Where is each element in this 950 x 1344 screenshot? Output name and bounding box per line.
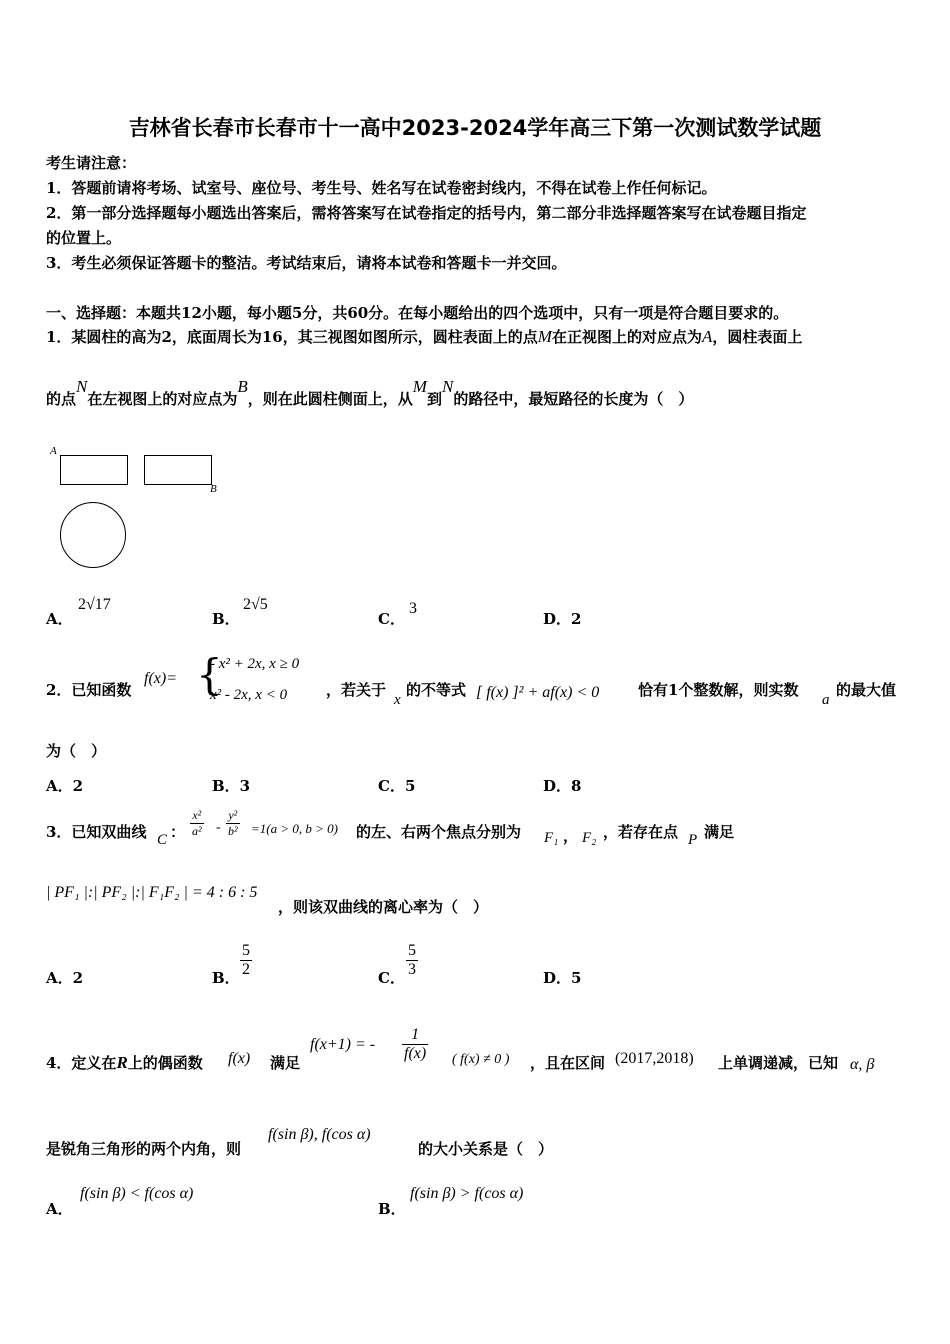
q4-text-7: 的大小关系是（ ） [418, 1140, 554, 1158]
q4-lhs: f(x+1) = - [310, 1036, 376, 1053]
q3-f2: F₂ [582, 830, 597, 846]
q4-pair: f(sin β), f(cos α) [268, 1126, 371, 1143]
fig-label-a: A [50, 445, 57, 457]
q3-text-3: ，若存在点 [603, 823, 679, 841]
q1-var-m2: M [412, 377, 427, 396]
q2-fx: f(x)= [144, 670, 177, 687]
q3-text-1: 3．已知双曲线 [46, 823, 147, 841]
q3-equation-tail: =1(a > 0, b > 0) [251, 821, 338, 836]
q2-option-a: A．2 [46, 777, 84, 795]
q2-var-x: x [394, 692, 401, 708]
notice-item-2b: 的位置上。 [46, 229, 122, 247]
q4-frac-num: 1 [402, 1026, 428, 1045]
q3-frac-y [226, 808, 240, 839]
q4-text-1 [46, 1052, 203, 1073]
q1-var-n: N [76, 377, 88, 396]
front-view-rect [60, 455, 128, 485]
q2-option-d: D．8 [543, 777, 582, 795]
q2-text-1: 2．已知函数 [46, 681, 132, 699]
q3-option-b-den: 2 [242, 961, 250, 978]
q4-option-b-label: B． [378, 1200, 406, 1218]
q2-text-2: ，若关于 [326, 681, 387, 699]
q4-text-3: 满足 [270, 1054, 301, 1072]
q3-minus: - [216, 820, 221, 835]
q3-option-b-num: 5 [242, 942, 250, 959]
q3-f1: F₁ [544, 830, 559, 846]
notice-item-2a: 2．第一部分选择题每小题选出答案后，需将答案写在试卷指定的括号内，第二部分非选择题答案写在试卷题目指定 [46, 204, 807, 222]
notice-heading: 考生请注意： [46, 154, 137, 172]
q3-y2: y² [226, 808, 240, 824]
q4-option-a-value: f(sin β) < f(cos α) [80, 1185, 194, 1202]
q4-text-2: 上的偶函数 [127, 1054, 203, 1072]
q1-option-a-label: A． [46, 610, 73, 628]
q1-text-1: 1．某圆柱的高为2，底面周长为16，其三视图如图所示，圆柱表面上的点 [46, 328, 538, 346]
notice-item-1: 1．答题前请将考场、试室号、座位号、考生号、姓名写在试卷密封线内，不得在试卷上作任何标记。 [46, 179, 717, 197]
q1-text-3: ，圆柱表面上 [712, 328, 803, 346]
q4-frac [402, 1026, 428, 1063]
q3-text-5: ，则该双曲线的离心率为（ ） [278, 898, 489, 916]
q1-option-b-value: 2√5 [243, 596, 268, 613]
q4-fx: f(x) [228, 1050, 251, 1067]
q2-text-4: 恰有1个整数解，则实数 [638, 681, 799, 699]
q1-text-6: ，则在此圆柱侧面上，从 [247, 390, 413, 408]
q3-option-c-label: C． [378, 969, 405, 987]
q1-text-8: 的路径中，最短路径的长度为（ ） [453, 390, 694, 408]
q4-alpha-beta: α, β [850, 1056, 875, 1073]
q3-comma: ， [563, 827, 579, 845]
q1-option-c-value: 3 [409, 600, 417, 617]
q4-text-5: 上单调递减，已知 [718, 1054, 839, 1072]
q3-b2: b² [228, 824, 238, 838]
q1-line1 [46, 326, 802, 347]
q1-var-b: B [237, 377, 248, 396]
q3-option-b-label: B． [212, 969, 240, 987]
top-view-circle [60, 502, 126, 568]
q4-option-a-label: A． [46, 1200, 73, 1218]
q4-interval: (2017,2018) [615, 1050, 694, 1067]
side-view-rect [144, 455, 212, 485]
q4-var-r: R [116, 1053, 128, 1072]
q1-text-7: 到 [426, 390, 442, 408]
page-title: 吉林省长春市长春市十一高中2023-2024学年高三下第一次测试数学试题 [128, 116, 822, 140]
q2-var-a: a [822, 692, 830, 708]
q3-frac-x [190, 808, 204, 839]
q3-ratio: | PF₁ |:| PF₂ |:| F₁F₂ | = 4 : 6 : 5 [46, 884, 258, 901]
q3-option-c-den: 3 [408, 961, 416, 978]
q2-text-6: 为（ ） [46, 742, 107, 760]
q2-case-2: x² - 2x, x < 0 [210, 687, 288, 703]
q2-brace: { [196, 650, 223, 699]
q3-x2: x² [190, 808, 204, 824]
q2-option-b: B．3 [212, 777, 251, 795]
q1-var-n2: N [441, 377, 454, 396]
q3-option-a: A．2 [46, 969, 84, 987]
q4-text-4: ，且在区间 [530, 1054, 606, 1072]
q1-text-5: 在左视图上的对应点为 [87, 390, 238, 408]
q4-frac-den: f(x) [404, 1045, 427, 1062]
q4-text-1a: 4．定义在 [46, 1054, 117, 1072]
q3-option-c-frac [406, 942, 418, 979]
q1-option-c-label: C． [378, 610, 405, 628]
q3-text-2: 的左、右两个焦点分别为 [356, 823, 522, 841]
q3-text-4: 满足 [704, 823, 735, 841]
q1-var-m: M [537, 327, 552, 346]
q4-condition: ( f(x) ≠ 0 ) [452, 1052, 510, 1067]
fig-label-b: B [210, 483, 217, 495]
q3-option-d: D．5 [543, 969, 582, 987]
q1-option-a-value: 2√17 [78, 596, 111, 613]
q1-option-b-label: B． [212, 610, 240, 628]
q2-text-5: 的最大值 [836, 681, 897, 699]
q2-inequality: [ f(x) ]² + af(x) < 0 [476, 684, 600, 701]
q2-option-c: C．5 [378, 777, 416, 795]
q2-text-3: 的不等式 [406, 681, 467, 699]
section-heading: 一、选择题：本题共12小题，每小题5分，共60分。在每小题给出的四个选项中，只有一项是符合题目要求的。 [46, 304, 789, 322]
q1-option-d: D．2 [543, 610, 582, 628]
q1-text-2: 在正视图上的对应点为 [551, 328, 702, 346]
q3-a2: a² [192, 824, 202, 838]
q4-option-b-value: f(sin β) > f(cos α) [410, 1185, 524, 1202]
q3-var-p: P [688, 832, 698, 848]
q3-option-b-frac [240, 942, 252, 979]
q2-case-1: - x² + 2x, x ≥ 0 [210, 656, 300, 672]
q1-text-4: 的点 [46, 390, 77, 408]
notice-item-3: 3．考生必须保证答题卡的整洁。考试结束后，请将本试卷和答题卡一并交回。 [46, 254, 567, 272]
q1-line2 [46, 377, 694, 409]
q4-text-6: 是锐角三角形的两个内角，则 [46, 1140, 242, 1158]
q3-option-c-num: 5 [408, 942, 416, 959]
q3-var-c: C [157, 832, 168, 848]
q1-var-a: A [701, 327, 713, 346]
q3-colon: ： [170, 823, 186, 841]
